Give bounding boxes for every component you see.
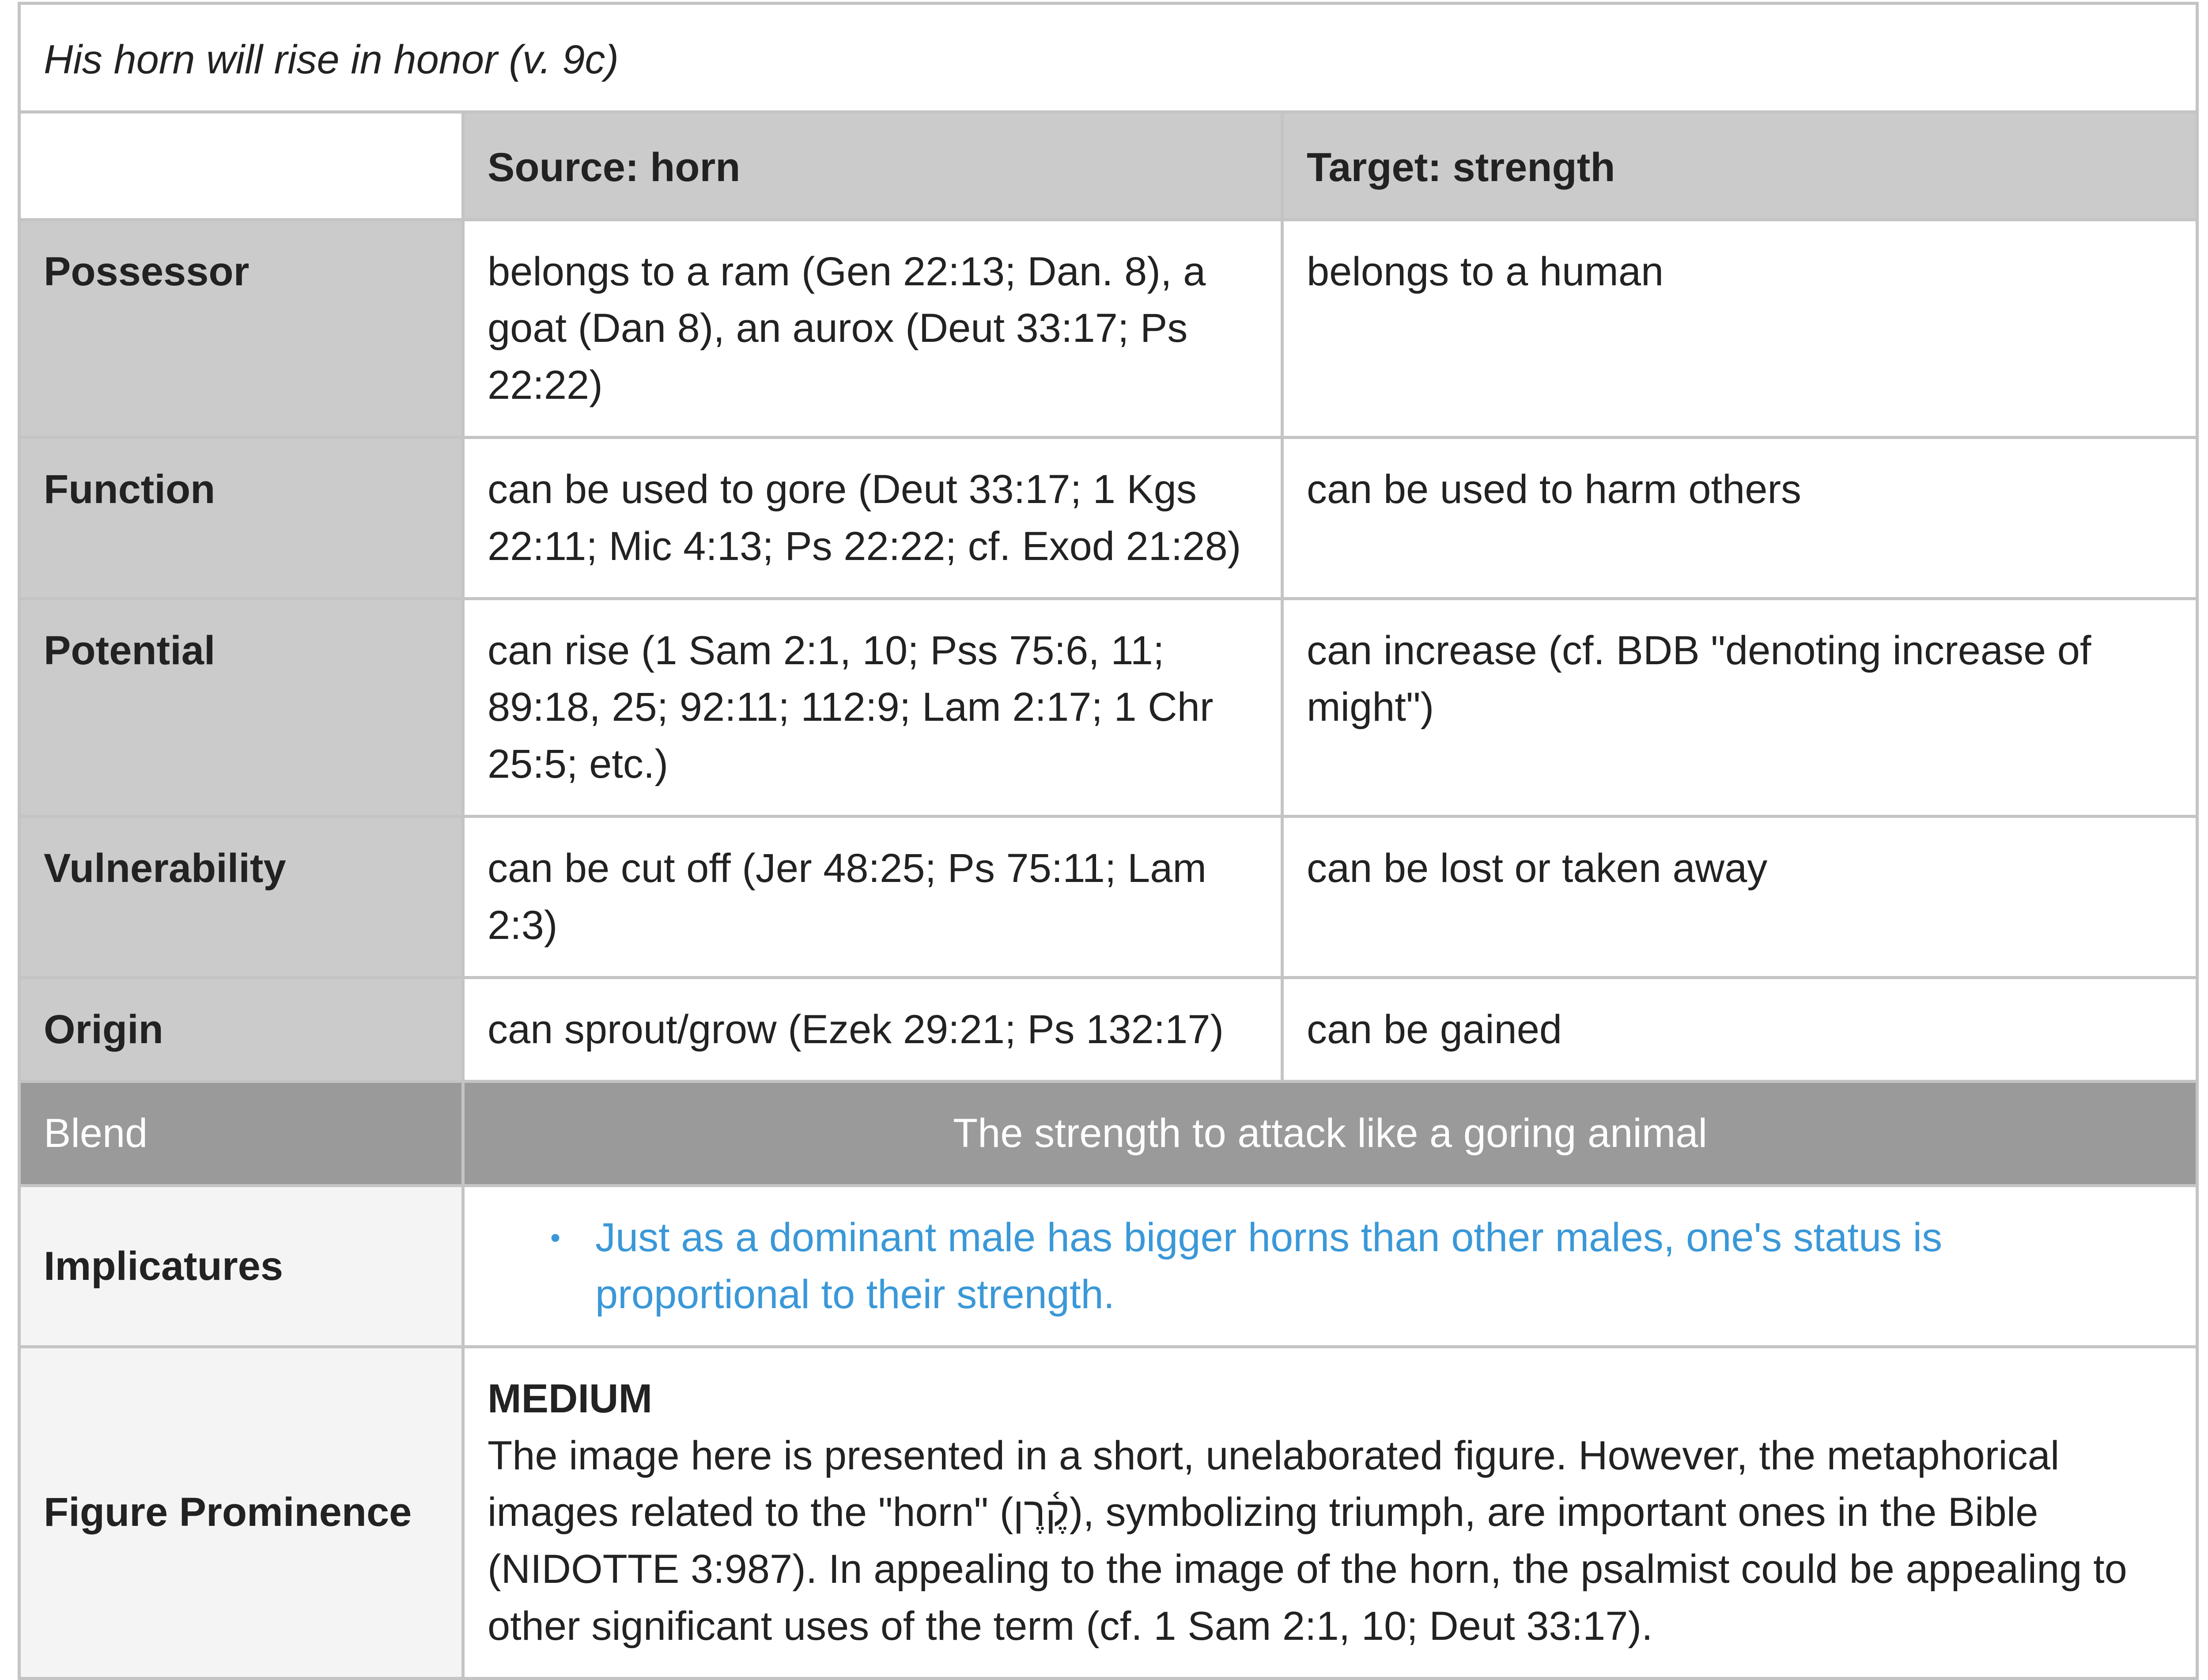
header-target: Target: strength (1282, 112, 2197, 219)
implicatures-label: Implicatures (19, 1186, 463, 1347)
target-cell: belongs to a human (1282, 219, 2197, 437)
blend-label: Blend (19, 1082, 463, 1186)
prominence-row (19, 1347, 2197, 1678)
table-row (19, 816, 2197, 977)
blend-row (19, 1082, 2197, 1186)
prominence-level: MEDIUM (488, 1376, 653, 1421)
header-row (19, 112, 2197, 219)
table-caption: His horn will rise in honor (v. 9c) (19, 4, 2197, 112)
source-cell: belongs to a ram (Gen 22:13; Dan. 8), a goat (Dan 8), an aurox (Deut 33:17; Ps 22:22) (463, 219, 1282, 437)
source-cell: can sprout/grow (Ezek 29:21; Ps 132:17) (463, 977, 1282, 1082)
target-cell: can increase (cf. BDB "denoting increase of might") (1282, 598, 2197, 816)
table-row (19, 219, 2197, 437)
prominence-text: The image here is presented in a short, unelaborated figure. However, the metaphorical images related to the "horn" (קֶ֫רֶן), symbolizing triumph, are important ones in the Bible (NIDOTTE 3:987). In appealing to the image of the horn, the psalmist could be appealing to other significant uses of the term (cf. 1 Sam 2:1, 10; Deut 33:17). (488, 1433, 2127, 1649)
row-label-potential: Potential (19, 598, 463, 816)
implicatures-row (19, 1186, 2197, 1347)
row-label-vulnerability: Vulnerability (19, 816, 463, 977)
target-cell: can be gained (1282, 977, 2197, 1082)
row-label-origin: Origin (19, 977, 463, 1082)
target-cell: can be used to harm others (1282, 437, 2197, 598)
row-label-function: Function (19, 437, 463, 598)
metaphor-analysis-table (18, 2, 2199, 1680)
blend-value: The strength to attack like a goring animal (463, 1082, 2197, 1186)
table-row (19, 598, 2197, 816)
target-cell: can be lost or taken away (1282, 816, 2197, 977)
source-cell: can be cut off (Jer 48:25; Ps 75:11; Lam 2:3) (463, 816, 1282, 977)
source-cell: can be used to gore (Deut 33:17; 1 Kgs 22:11; Mic 4:13; Ps 22:22; cf. Exod 21:28) (463, 437, 1282, 598)
implicatures-list (488, 1209, 2173, 1323)
implicatures-cell (463, 1186, 2197, 1347)
prominence-cell (463, 1347, 2197, 1678)
header-source: Source: horn (463, 112, 1282, 219)
prominence-label: Figure Prominence (19, 1347, 463, 1678)
table-row (19, 977, 2197, 1082)
implicature-link[interactable]: • Just as a dominant male has bigger horns than other males, one's status is proportional to their strength. (488, 1209, 2173, 1323)
source-cell: can rise (1 Sam 2:1, 10; Pss 75:6, 11; 89:18, 25; 92:11; 112:9; Lam 2:17; 1 Chr 25:5; etc.) (463, 598, 1282, 816)
table-row (19, 437, 2197, 598)
caption-row (19, 4, 2197, 112)
header-blank-cell (19, 112, 463, 219)
row-label-possessor: Possessor (19, 219, 463, 437)
